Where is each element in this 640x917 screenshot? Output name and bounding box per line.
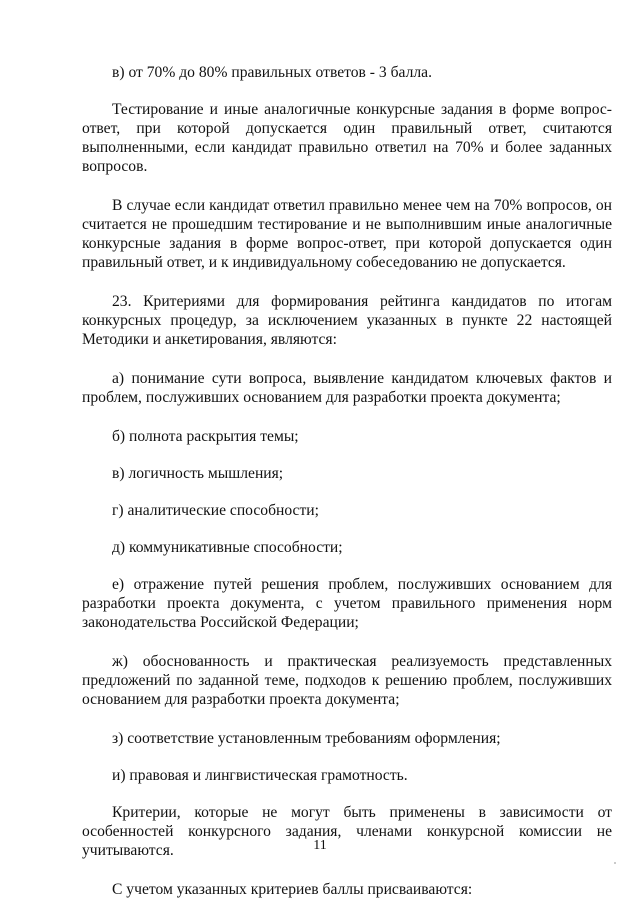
- criterion-a: а) понимание сути вопроса, выявление кандидатом ключевых фактов и проблем, послуживших основанием для разработки проекта документа;: [82, 370, 612, 406]
- document-body: [82, 63, 612, 917]
- criterion-d: д) коммуникативные способности;: [112, 539, 343, 556]
- scan-speck: [614, 862, 616, 864]
- criterion-e: е) отражение путей решения проблем, послуживших основанием для разработки проекта документа, с учетом правильного применения норм законодательства Российской Федерации;: [82, 576, 612, 631]
- criterion-z: з) соответствие установленным требованиям оформления;: [112, 730, 501, 747]
- paragraph-testing-passed: Тестирование и иные аналогичные конкурсные задания в форме вопрос-ответ, при которой допускается один правильный ответ, считаются выполненными, если кандидат правильно ответил на 70% и более заданных вопросов.: [82, 101, 612, 175]
- paragraph-testing-failed: В случае если кандидат ответил правильно менее чем на 70% вопросов, он считается не прошедшим тестирование и не выполнившим иные аналогичные конкурсные задания в форме вопрос-ответ, при которой допускается один правильный ответ, и к индивидуальному собеседованию не допускается.: [82, 197, 612, 271]
- page-number: 11: [313, 838, 327, 853]
- criterion-i: и) правовая и лингвистическая грамотность.: [112, 767, 408, 784]
- criterion-b: б) полнота раскрытия темы;: [112, 428, 299, 445]
- paragraph-inapplicable-criteria: Критерии, которые не могут быть применены в зависимости от особенностей конкурсного задания, членами конкурсной комиссии не учитываются.: [82, 804, 612, 859]
- paragraph-criteria-intro: 23. Критериями для формирования рейтинга кандидатов по итогам конкурсных процедур, за исключением указанных в пункте 22 настоящей Методики и анкетирования, являются:: [82, 293, 612, 348]
- paragraph-scores-assigned: С учетом указанных критериев баллы присваиваются:: [112, 881, 473, 898]
- paragraph-score-range: в) от 70% до 80% правильных ответов - 3 балла.: [112, 64, 432, 81]
- criterion-v: в) логичность мышления;: [112, 465, 284, 482]
- criterion-zh: ж) обоснованность и практическая реализуемость представленных предложений по заданной теме, подходов к решению проблем, послуживших основанием для разработки проекта документа;: [82, 653, 612, 708]
- criterion-g: г) аналитические способности;: [112, 502, 319, 519]
